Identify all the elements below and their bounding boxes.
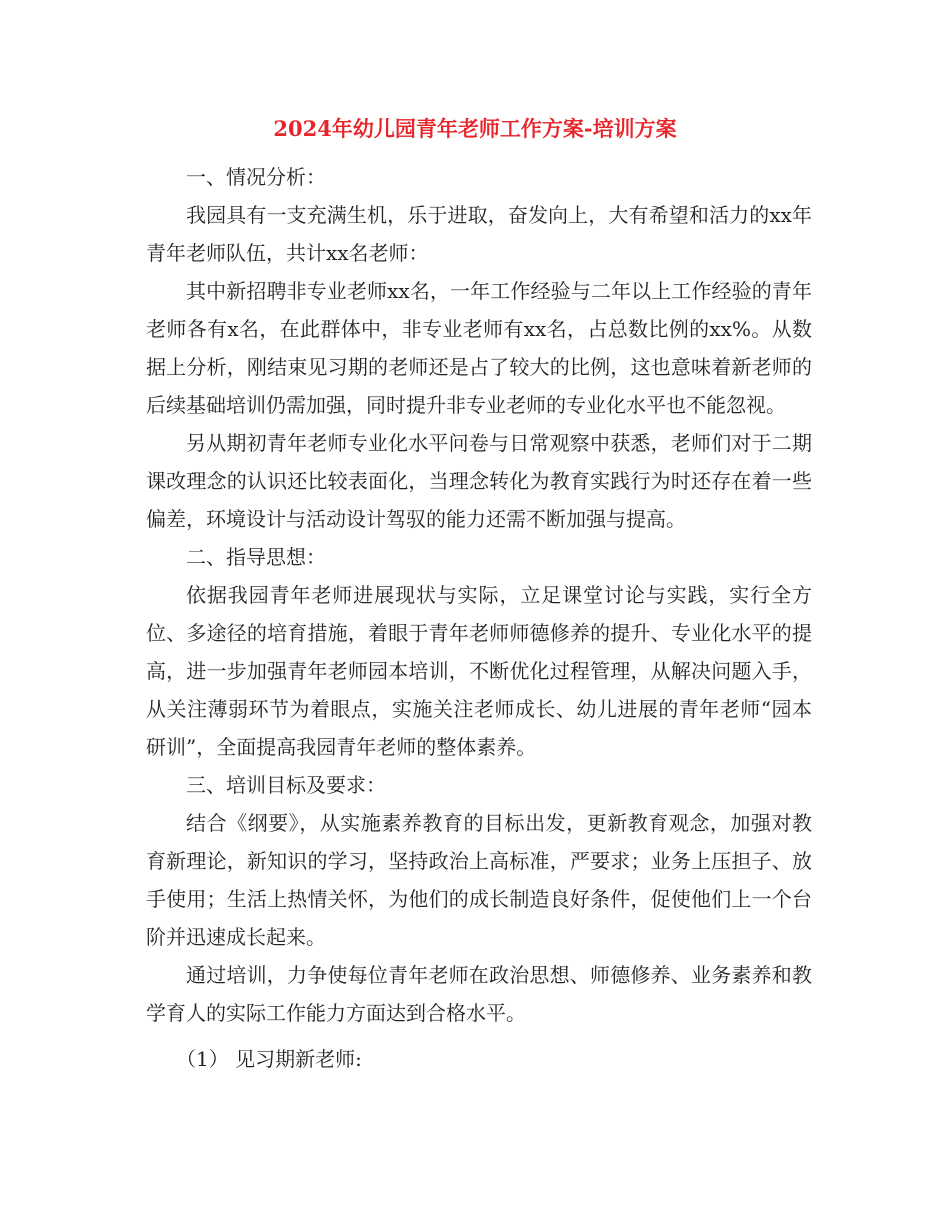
paragraph-team-overview: 我园具有一支充满生机，乐于进取，奋发向上，大有希望和活力的xx年青年老师队伍，共计xx名老师： bbox=[146, 203, 812, 265]
paragraph-team-composition: 其中新招聘非专业老师xx名，一年工作经验与二年以上工作经验的青年老师各有x名，在此群体中，非专业老师有xx名，占总数比例的xx%。从数据上分析，刚结束见习期的老师还是占了较大的比例，这也意味着新老师的后续基础培训仍需加强，同时提升非专业老师的专业化水平也不能忽视。 bbox=[146, 279, 812, 417]
section-heading-training-goals: 三、培训目标及要求： bbox=[186, 773, 386, 797]
paragraph-guiding-ideology: 依据我园青年老师进展现状与实际，立足课堂讨论与实践，实行全方位、多途径的培育措施，着眼于青年老师师德修养的提升、专业化水平的提高，进一步加强青年老师园本培训，不断优化过程管理，从解决问题入手，从关注薄弱环节为着眼点，实施关注老师成长、幼儿进展的青年老师“园本研训”，全面提高我园青年老师的整体素养。 bbox=[146, 583, 812, 759]
document-title: 2024年幼儿园青年老师工作方案-培训方案 bbox=[273, 116, 677, 141]
paragraph-training-outcome: 通过培训，力争使每位青年老师在政治思想、师德修养、业务素养和教学育人的实际工作能力方面达到合格水平。 bbox=[146, 963, 812, 1025]
subsection-heading-probation-teachers: （1） 见习期新老师: bbox=[176, 1047, 362, 1071]
section-heading-guiding-ideology: 二、指导思想： bbox=[186, 545, 326, 569]
paragraph-training-goals: 结合《纲要》，从实施素养教育的目标出发，更新教育观念，加强对教育新理论，新知识的学习，坚持政治上高标准，严要求；业务上压担子、放手使用；生活上热情关怀，为他们的成长制造良好条件，促使他们上一个台阶并迅速成长起来。 bbox=[146, 811, 812, 949]
paragraph-survey-findings: 另从期初青年老师专业化水平问卷与日常观察中获悉，老师们对于二期课改理念的认识还比较表面化，当理念转化为教育实践行为时还存在着一些偏差，环境设计与活动设计驾驭的能力还需不断加强与提高。 bbox=[146, 431, 812, 531]
section-heading-situation-analysis: 一、情况分析： bbox=[186, 165, 326, 189]
document-body bbox=[146, 158, 812, 1078]
